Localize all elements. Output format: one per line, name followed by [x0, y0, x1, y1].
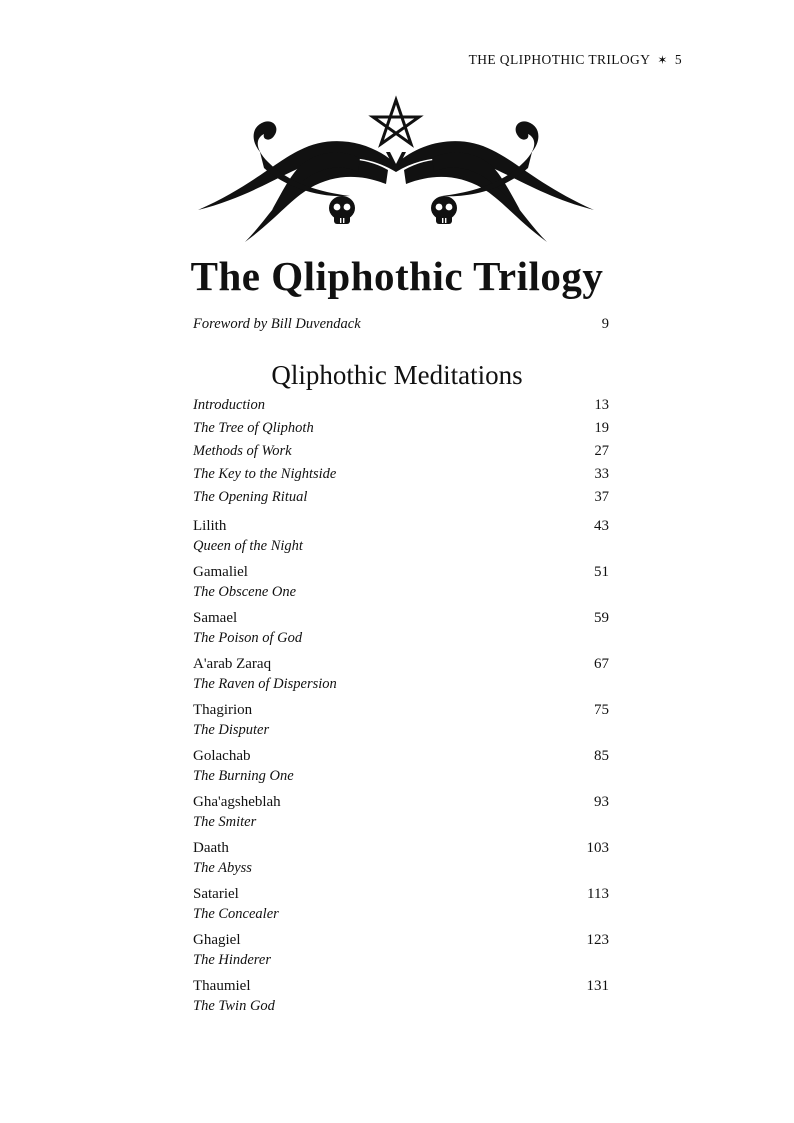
chapter-page: 59	[594, 610, 609, 626]
chapter-name: Golachab	[193, 748, 251, 764]
toc-intro-item	[193, 443, 609, 460]
toc-chapter-entry	[193, 886, 609, 923]
chapter-page: 85	[594, 748, 609, 764]
toc-intro-item	[193, 489, 609, 506]
toc-intro-label: The Opening Ritual	[193, 489, 308, 505]
toc-intro-label: The Key to the Nightside	[193, 466, 337, 482]
chapter-name: Gamaliel	[193, 564, 248, 580]
toc-chapter-entry	[193, 518, 609, 555]
chapter-subtitle: The Twin God	[193, 998, 275, 1014]
toc-chapter-entry	[193, 840, 609, 877]
chapter-subtitle: The Smiter	[193, 814, 257, 830]
toc-chapter-entry	[193, 748, 609, 785]
chapter-name: Satariel	[193, 886, 239, 902]
chapter-page: 75	[594, 702, 609, 718]
book-title: The Qliphothic Trilogy	[190, 253, 604, 299]
chapter-name: Daath	[193, 840, 229, 856]
toc-intro-page: 19	[594, 420, 609, 436]
chapter-page: 131	[586, 978, 609, 994]
running-title: THE QLIPHOTHIC TRILOGY	[468, 52, 651, 67]
chapter-subtitle: The Raven of Dispersion	[193, 676, 337, 692]
toc-intro-label: Methods of Work	[193, 443, 292, 459]
toc-intro-page: 27	[594, 443, 609, 459]
foreword-entry	[193, 316, 609, 333]
foreword-label: Foreword by Bill Duvendack	[193, 316, 361, 332]
toc-chapter-entry	[193, 656, 609, 693]
toc-intro-page: 13	[594, 397, 609, 413]
toc-intro-item	[193, 466, 609, 483]
chapter-page: 51	[594, 564, 609, 580]
chapter-name: Ghagiel	[193, 932, 241, 948]
chapter-subtitle: The Concealer	[193, 906, 279, 922]
toc-chapter-entry	[193, 932, 609, 969]
section-heading: Qliphothic Meditations	[271, 360, 523, 390]
running-header	[469, 52, 682, 68]
chapter-subtitle: The Abyss	[193, 860, 252, 876]
chapter-name: Gha'agsheblah	[193, 794, 281, 810]
chapter-subtitle: The Hinderer	[193, 952, 271, 968]
chapter-name: Thagirion	[193, 702, 253, 718]
chapter-name: Thaumiel	[193, 978, 251, 994]
chapter-page: 93	[594, 794, 609, 810]
toc-intro-page: 37	[594, 489, 609, 505]
chapter-page: 67	[594, 656, 609, 672]
chapter-subtitle: The Disputer	[193, 722, 270, 738]
chapter-page: 123	[586, 932, 609, 948]
chapter-name: A'arab Zaraq	[193, 656, 272, 672]
pentagram-skulls-ornament-icon	[190, 92, 602, 252]
toc-chapter-entry	[193, 610, 609, 647]
toc-intro-label: The Tree of Qliphoth	[193, 420, 314, 436]
page-number: 5	[674, 52, 682, 67]
toc-chapter-entry	[193, 702, 609, 739]
toc-intro-item	[193, 420, 609, 437]
star-separator-icon: ✶	[657, 52, 668, 67]
toc-intro-item	[193, 397, 609, 414]
toc-intro-page: 33	[594, 466, 609, 482]
foreword-page: 9	[601, 316, 609, 332]
chapter-subtitle: The Obscene One	[193, 584, 297, 600]
chapter-page: 43	[594, 518, 609, 534]
chapter-subtitle: The Poison of God	[193, 630, 303, 646]
toc-chapter-entry	[193, 794, 609, 831]
toc-intro-label: Introduction	[193, 397, 265, 413]
chapter-page: 103	[586, 840, 609, 856]
chapter-name: Samael	[193, 610, 238, 626]
toc-chapter-entry	[193, 978, 609, 1015]
toc-chapter-entry	[193, 564, 609, 601]
chapter-page: 113	[587, 886, 609, 902]
chapter-subtitle: Queen of the Night	[193, 538, 303, 554]
chapter-name: Lilith	[193, 518, 227, 534]
chapter-subtitle: The Burning One	[193, 768, 294, 784]
